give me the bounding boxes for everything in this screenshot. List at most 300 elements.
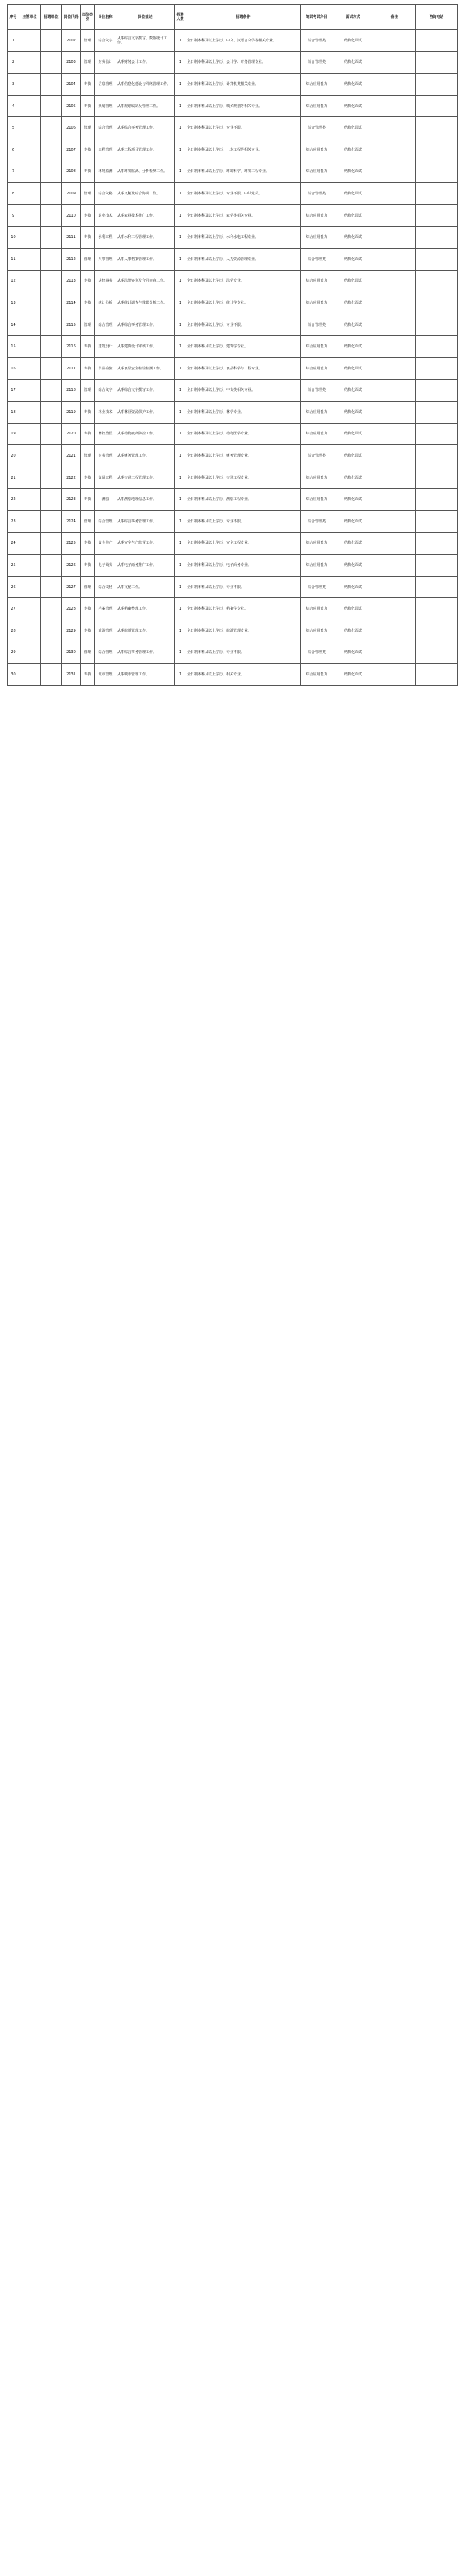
cell-num: 1 (175, 467, 186, 489)
cell-tel (416, 270, 458, 292)
cell-req: 全日制本科及以上学历，测绘工程专业。 (186, 489, 301, 511)
cell-unit (41, 204, 62, 227)
cell-owner (19, 51, 41, 74)
cell-post: 工程管理 (95, 139, 116, 161)
cell-iv: 结构化面试 (333, 117, 373, 139)
cell-req: 全日制本科及以上学历，交通工程专业。 (186, 467, 301, 489)
cell-code: 2112 (62, 248, 81, 270)
cell-no: 20 (8, 445, 19, 467)
cell-num: 1 (175, 642, 186, 664)
cell-code: 2121 (62, 445, 81, 467)
cell-exam: 综合管理类 (301, 117, 333, 139)
cell-unit (41, 620, 62, 642)
cell-iv: 结构化面试 (333, 402, 373, 424)
cell-exam: 综合应用能力 (301, 664, 333, 686)
cell-req: 全日制本科及以上学历，专业不限。 (186, 576, 301, 598)
cell-req: 全日制本科及以上学历，统计学专业。 (186, 292, 301, 314)
cell-exam: 综合应用能力 (301, 532, 333, 555)
cell-no: 13 (8, 292, 19, 314)
cell-req: 全日制本科及以上学历，食品科学与工程专业。 (186, 357, 301, 379)
cell-req: 全日制本科及以上学历，相关专业。 (186, 664, 301, 686)
cell-desc: 从事档案整理工作。 (116, 598, 175, 620)
cell-tel (416, 227, 458, 249)
cell-note (373, 532, 416, 555)
cell-cat: 专技 (81, 357, 95, 379)
cell-code: 2103 (62, 51, 81, 74)
column-header: 咨询电话 (416, 5, 458, 30)
cell-no: 6 (8, 139, 19, 161)
column-header: 序号 (8, 5, 19, 30)
cell-req: 全日制本科及以上学历，旅游管理专业。 (186, 620, 301, 642)
cell-num: 1 (175, 576, 186, 598)
cell-unit (41, 576, 62, 598)
cell-desc: 从事综合事务管理工作。 (116, 314, 175, 336)
cell-unit (41, 357, 62, 379)
table-row (8, 314, 458, 336)
cell-iv: 结构化面试 (333, 314, 373, 336)
cell-cat: 专技 (81, 227, 95, 249)
table-row (8, 402, 458, 424)
cell-exam: 综合管理类 (301, 642, 333, 664)
table-row (8, 248, 458, 270)
cell-tel (416, 445, 458, 467)
cell-tel (416, 379, 458, 402)
cell-desc: 从事食品安全检验检测工作。 (116, 357, 175, 379)
cell-req: 全日制本科及以上学历，会计学、财务管理专业。 (186, 51, 301, 74)
cell-exam: 综合应用能力 (301, 204, 333, 227)
cell-note (373, 161, 416, 183)
cell-tel (416, 489, 458, 511)
cell-cat: 管理 (81, 576, 95, 598)
cell-exam: 综合应用能力 (301, 598, 333, 620)
cell-num: 1 (175, 30, 186, 52)
cell-desc: 从事财务会计工作。 (116, 51, 175, 74)
cell-iv: 结构化面试 (333, 423, 373, 445)
cell-exam: 综合应用能力 (301, 227, 333, 249)
cell-num: 1 (175, 183, 186, 205)
cell-owner (19, 117, 41, 139)
cell-note (373, 30, 416, 52)
cell-unit (41, 402, 62, 424)
cell-code: 2124 (62, 511, 81, 533)
cell-tel (416, 51, 458, 74)
cell-cat: 专技 (81, 161, 95, 183)
cell-desc: 从事人事档案管理工作。 (116, 248, 175, 270)
cell-post: 信息管理 (95, 74, 116, 96)
column-header: 备注 (373, 5, 416, 30)
cell-cat: 专技 (81, 270, 95, 292)
cell-req: 全日制本科及以上学历，电子商务专业。 (186, 555, 301, 577)
cell-no: 1 (8, 30, 19, 52)
cell-note (373, 74, 416, 96)
table-row (8, 51, 458, 74)
cell-num: 1 (175, 74, 186, 96)
cell-unit (41, 117, 62, 139)
cell-code: 2102 (62, 30, 81, 52)
cell-exam: 综合应用能力 (301, 292, 333, 314)
cell-note (373, 598, 416, 620)
cell-unit (41, 642, 62, 664)
cell-desc: 从事文秘及综合协调工作。 (116, 183, 175, 205)
cell-iv: 结构化面试 (333, 95, 373, 117)
cell-cat: 专技 (81, 489, 95, 511)
cell-cat: 管理 (81, 445, 95, 467)
cell-code: 2111 (62, 227, 81, 249)
cell-desc: 从事旅游管理工作。 (116, 620, 175, 642)
table-row (8, 292, 458, 314)
cell-owner (19, 30, 41, 52)
column-header: 岗位代码 (62, 5, 81, 30)
cell-note (373, 445, 416, 467)
cell-desc: 从事测绘地理信息工作。 (116, 489, 175, 511)
cell-post: 综合文字 (95, 30, 116, 52)
cell-num: 1 (175, 270, 186, 292)
cell-num: 1 (175, 664, 186, 686)
cell-exam: 综合应用能力 (301, 336, 333, 358)
cell-code: 2113 (62, 270, 81, 292)
cell-post: 交通工程 (95, 467, 116, 489)
cell-note (373, 467, 416, 489)
cell-post: 安全生产 (95, 532, 116, 555)
cell-tel (416, 598, 458, 620)
table-header-row (8, 5, 458, 30)
cell-cat: 管理 (81, 117, 95, 139)
column-header: 笔试考试科目 (301, 5, 333, 30)
cell-post: 综合文秘 (95, 576, 116, 598)
table-row (8, 445, 458, 467)
cell-iv: 结构化面试 (333, 445, 373, 467)
cell-tel (416, 74, 458, 96)
cell-no: 10 (8, 227, 19, 249)
cell-owner (19, 532, 41, 555)
cell-req: 全日制本科及以上学历，城乡规划等相关专业。 (186, 95, 301, 117)
cell-num: 1 (175, 161, 186, 183)
table-row (8, 357, 458, 379)
cell-desc: 从事综合文字撰写、数据统计工作。 (116, 30, 175, 52)
cell-post: 旅游管理 (95, 620, 116, 642)
cell-exam: 综合应用能力 (301, 555, 333, 577)
cell-desc: 从事电子商务推广工作。 (116, 555, 175, 577)
cell-no: 2 (8, 51, 19, 74)
cell-unit (41, 270, 62, 292)
table-row (8, 30, 458, 52)
cell-num: 1 (175, 292, 186, 314)
cell-exam: 综合应用能力 (301, 74, 333, 96)
cell-desc: 从事环境监测、分析检测工作。 (116, 161, 175, 183)
cell-exam: 综合应用能力 (301, 402, 333, 424)
table-row (8, 117, 458, 139)
cell-no: 21 (8, 467, 19, 489)
cell-req: 全日制本科及以上学历，林学专业。 (186, 402, 301, 424)
cell-iv: 结构化面试 (333, 511, 373, 533)
cell-tel (416, 292, 458, 314)
cell-tel (416, 532, 458, 555)
cell-post: 档案管理 (95, 598, 116, 620)
column-header: 岗位类别 (81, 5, 95, 30)
cell-no: 11 (8, 248, 19, 270)
cell-owner (19, 555, 41, 577)
cell-desc: 从事工程项目管理工作。 (116, 139, 175, 161)
cell-iv: 结构化面试 (333, 467, 373, 489)
cell-unit (41, 227, 62, 249)
cell-exam: 综合应用能力 (301, 357, 333, 379)
cell-owner (19, 357, 41, 379)
cell-desc: 从事建筑设计审核工作。 (116, 336, 175, 358)
cell-post: 测绘 (95, 489, 116, 511)
cell-desc: 从事安全生产监督工作。 (116, 532, 175, 555)
cell-unit (41, 555, 62, 577)
cell-cat: 管理 (81, 511, 95, 533)
cell-no: 17 (8, 379, 19, 402)
cell-note (373, 314, 416, 336)
cell-cat: 专技 (81, 402, 95, 424)
cell-post: 建筑设计 (95, 336, 116, 358)
cell-post: 城市管理 (95, 664, 116, 686)
cell-num: 1 (175, 51, 186, 74)
cell-code: 2122 (62, 467, 81, 489)
cell-note (373, 402, 416, 424)
table-row (8, 161, 458, 183)
cell-code: 2109 (62, 183, 81, 205)
cell-iv: 结构化面试 (333, 30, 373, 52)
cell-iv: 结构化面试 (333, 357, 373, 379)
cell-req: 全日制本科及以上学历，建筑学专业。 (186, 336, 301, 358)
table-row (8, 664, 458, 686)
cell-unit (41, 292, 62, 314)
table-row (8, 423, 458, 445)
cell-tel (416, 423, 458, 445)
cell-cat: 专技 (81, 204, 95, 227)
cell-num: 1 (175, 117, 186, 139)
cell-num: 1 (175, 314, 186, 336)
cell-note (373, 248, 416, 270)
cell-tel (416, 511, 458, 533)
table-row (8, 270, 458, 292)
cell-note (373, 51, 416, 74)
cell-iv: 结构化面试 (333, 532, 373, 555)
cell-unit (41, 139, 62, 161)
cell-num: 1 (175, 402, 186, 424)
cell-code: 2115 (62, 314, 81, 336)
cell-exam: 综合管理类 (301, 248, 333, 270)
cell-code: 2114 (62, 292, 81, 314)
cell-tel (416, 248, 458, 270)
table-row (8, 139, 458, 161)
cell-post: 水利工程 (95, 227, 116, 249)
cell-unit (41, 664, 62, 686)
cell-post: 综合管理 (95, 511, 116, 533)
cell-cat: 管理 (81, 51, 95, 74)
cell-desc: 从事统计调查与数据分析工作。 (116, 292, 175, 314)
cell-cat: 专技 (81, 292, 95, 314)
table-row (8, 642, 458, 664)
cell-no: 8 (8, 183, 19, 205)
cell-exam: 综合应用能力 (301, 620, 333, 642)
cell-iv: 结构化面试 (333, 161, 373, 183)
cell-tel (416, 95, 458, 117)
cell-iv: 结构化面试 (333, 620, 373, 642)
table-row (8, 379, 458, 402)
cell-tel (416, 642, 458, 664)
cell-no: 26 (8, 576, 19, 598)
cell-num: 1 (175, 620, 186, 642)
cell-req: 全日制本科及以上学历，水利水电工程专业。 (186, 227, 301, 249)
cell-iv: 结构化面试 (333, 664, 373, 686)
table-row (8, 95, 458, 117)
cell-owner (19, 511, 41, 533)
cell-cat: 专技 (81, 423, 95, 445)
cell-no: 29 (8, 642, 19, 664)
cell-unit (41, 161, 62, 183)
cell-unit (41, 314, 62, 336)
cell-note (373, 642, 416, 664)
cell-iv: 结构化面试 (333, 336, 373, 358)
cell-owner (19, 336, 41, 358)
cell-code: 2118 (62, 379, 81, 402)
cell-req: 全日制本科及以上学历，中文类相关专业。 (186, 379, 301, 402)
cell-owner (19, 95, 41, 117)
cell-exam: 综合应用能力 (301, 467, 333, 489)
cell-no: 28 (8, 620, 19, 642)
cell-req: 全日制本科及以上学历，环境科学、环境工程专业。 (186, 161, 301, 183)
cell-iv: 结构化面试 (333, 139, 373, 161)
cell-post: 综合管理 (95, 314, 116, 336)
cell-note (373, 204, 416, 227)
cell-tel (416, 161, 458, 183)
table-body (8, 30, 458, 686)
cell-no: 22 (8, 489, 19, 511)
cell-cat: 专技 (81, 95, 95, 117)
cell-note (373, 357, 416, 379)
cell-owner (19, 227, 41, 249)
cell-post: 统计分析 (95, 292, 116, 314)
column-header: 招聘条件 (186, 5, 301, 30)
cell-tel (416, 336, 458, 358)
cell-owner (19, 204, 41, 227)
column-header: 岗位描述 (116, 5, 175, 30)
cell-cat: 专技 (81, 620, 95, 642)
cell-req: 全日制本科及以上学历，计算机类相关专业。 (186, 74, 301, 96)
cell-cat: 专技 (81, 467, 95, 489)
cell-cat: 专技 (81, 74, 95, 96)
cell-req: 全日制本科及以上学历，专业不限，中共党员。 (186, 183, 301, 205)
cell-no: 25 (8, 555, 19, 577)
cell-no: 18 (8, 402, 19, 424)
cell-unit (41, 30, 62, 52)
table-row (8, 532, 458, 555)
cell-iv: 结构化面试 (333, 379, 373, 402)
column-header: 面试方式 (333, 5, 373, 30)
cell-no: 19 (8, 423, 19, 445)
cell-note (373, 336, 416, 358)
cell-no: 24 (8, 532, 19, 555)
cell-post: 综合管理 (95, 117, 116, 139)
cell-post: 规划管理 (95, 95, 116, 117)
cell-owner (19, 423, 41, 445)
cell-num: 1 (175, 555, 186, 577)
cell-cat: 管理 (81, 30, 95, 52)
recruitment-table (7, 4, 458, 686)
cell-cat: 管理 (81, 183, 95, 205)
cell-code: 2105 (62, 95, 81, 117)
cell-iv: 结构化面试 (333, 576, 373, 598)
cell-no: 7 (8, 161, 19, 183)
cell-owner (19, 161, 41, 183)
cell-tel (416, 620, 458, 642)
cell-req: 全日制本科及以上学历，档案学专业。 (186, 598, 301, 620)
cell-cat: 管理 (81, 642, 95, 664)
cell-no: 30 (8, 664, 19, 686)
cell-note (373, 95, 416, 117)
cell-req: 全日制本科及以上学历，财务管理专业。 (186, 445, 301, 467)
cell-exam: 综合管理类 (301, 511, 333, 533)
cell-code: 2116 (62, 336, 81, 358)
cell-tel (416, 204, 458, 227)
cell-iv: 结构化面试 (333, 270, 373, 292)
table-row (8, 227, 458, 249)
cell-num: 1 (175, 357, 186, 379)
cell-note (373, 555, 416, 577)
cell-no: 5 (8, 117, 19, 139)
cell-post: 电子商务 (95, 555, 116, 577)
cell-req: 全日制本科及以上学历，专业不限。 (186, 511, 301, 533)
cell-code: 2104 (62, 74, 81, 96)
cell-post: 食品检验 (95, 357, 116, 379)
cell-post: 林业技术 (95, 402, 116, 424)
cell-unit (41, 51, 62, 74)
cell-iv: 结构化面试 (333, 642, 373, 664)
cell-owner (19, 467, 41, 489)
cell-tel (416, 117, 458, 139)
table-row (8, 598, 458, 620)
cell-code: 2130 (62, 642, 81, 664)
column-header: 主管单位 (19, 5, 41, 30)
cell-req: 全日制本科及以上学历，法学专业。 (186, 270, 301, 292)
column-header: 招聘人数 (175, 5, 186, 30)
cell-iv: 结构化面试 (333, 489, 373, 511)
cell-owner (19, 139, 41, 161)
cell-note (373, 664, 416, 686)
cell-exam: 综合管理类 (301, 576, 333, 598)
cell-req: 全日制本科及以上学历，专业不限。 (186, 642, 301, 664)
cell-tel (416, 314, 458, 336)
table-row (8, 183, 458, 205)
cell-cat: 管理 (81, 248, 95, 270)
cell-num: 1 (175, 489, 186, 511)
cell-note (373, 489, 416, 511)
table-row (8, 555, 458, 577)
table-row (8, 511, 458, 533)
cell-exam: 综合管理类 (301, 379, 333, 402)
table-row (8, 204, 458, 227)
cell-req: 全日制本科及以上学历，专业不限。 (186, 314, 301, 336)
cell-num: 1 (175, 336, 186, 358)
cell-tel (416, 576, 458, 598)
cell-owner (19, 183, 41, 205)
cell-exam: 综合管理类 (301, 314, 333, 336)
cell-unit (41, 467, 62, 489)
cell-desc: 从事规划编制及管理工作。 (116, 95, 175, 117)
cell-code: 2107 (62, 139, 81, 161)
table-row (8, 620, 458, 642)
cell-owner (19, 292, 41, 314)
cell-unit (41, 445, 62, 467)
cell-no: 15 (8, 336, 19, 358)
cell-exam: 综合管理类 (301, 30, 333, 52)
cell-unit (41, 95, 62, 117)
cell-num: 1 (175, 95, 186, 117)
cell-code: 2106 (62, 117, 81, 139)
